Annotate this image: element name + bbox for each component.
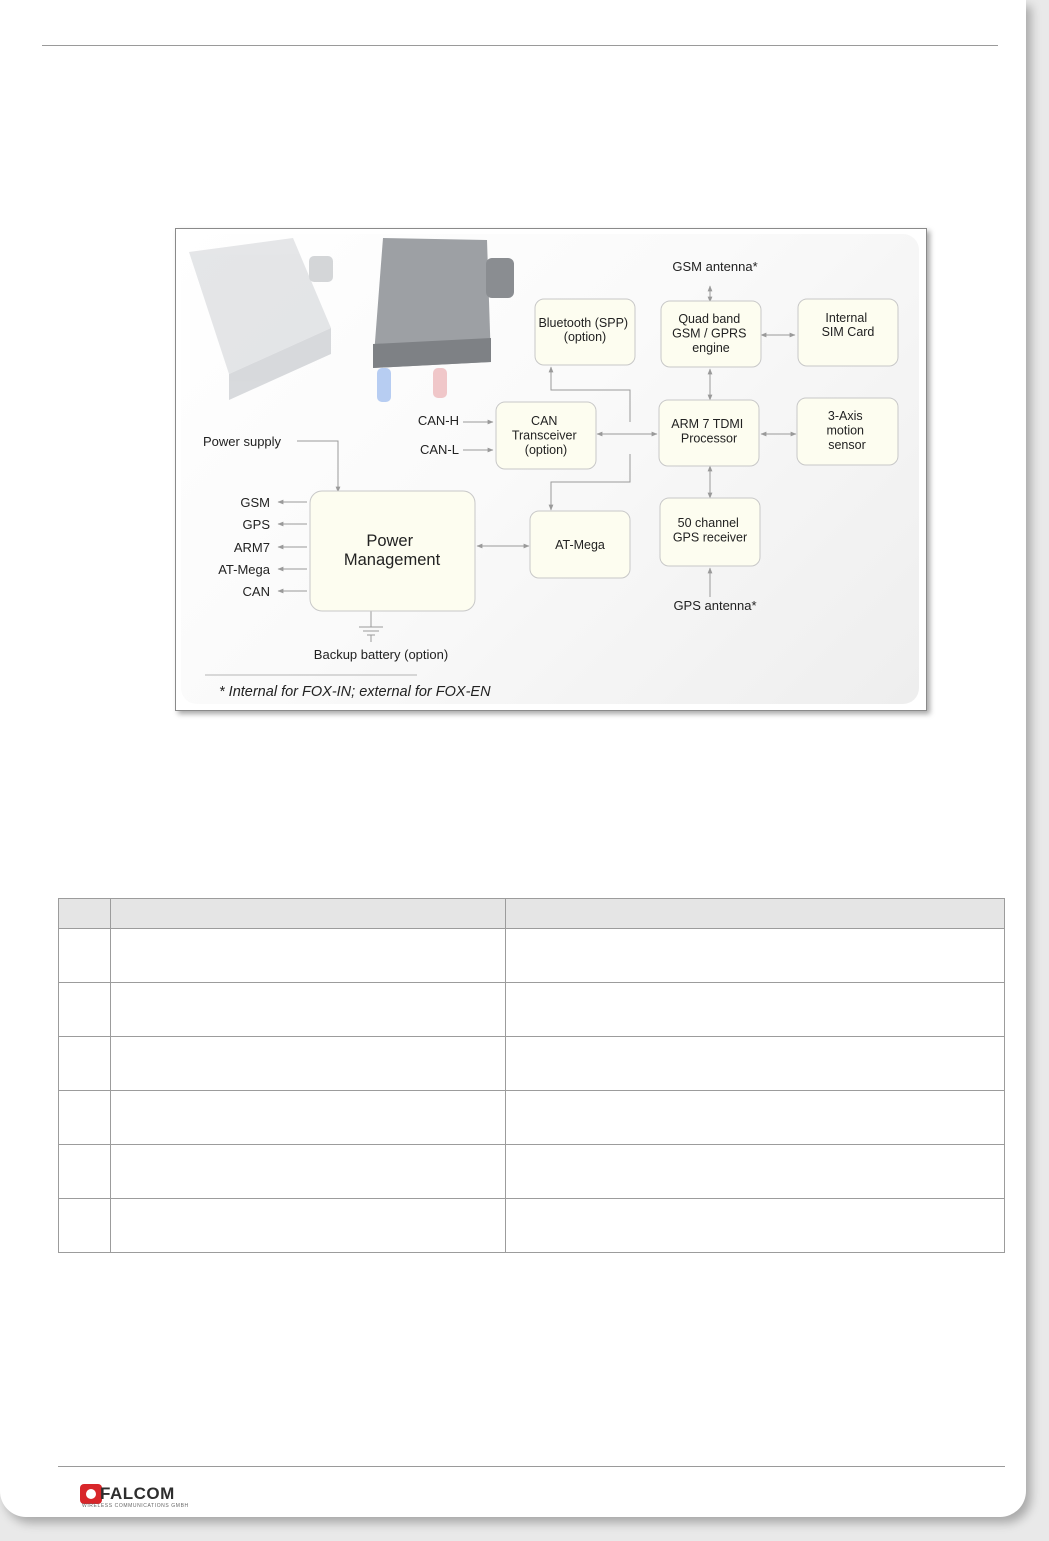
block-gsm-engine-line-2: GSM / GPRS bbox=[672, 326, 747, 341]
svg-text:50 channel GPS rec bbox=[673, 516, 747, 545]
table-cell bbox=[59, 983, 111, 1037]
table-cell bbox=[506, 929, 1005, 983]
block-at-mega bbox=[530, 511, 630, 578]
table-cell bbox=[111, 1199, 506, 1253]
block-can-transceiver-line-3: (option) bbox=[524, 443, 568, 457]
block-can-transceiver-line-2: Transceiver bbox=[511, 428, 577, 443]
footer-rule bbox=[58, 1466, 1005, 1467]
block-gps-receiver-line-1: 50 channel bbox=[677, 516, 739, 530]
block-gps-receiver bbox=[660, 498, 760, 566]
falcom-logo-name: FALCOM bbox=[100, 1484, 175, 1503]
device-photo-left bbox=[189, 238, 333, 400]
table-cell bbox=[59, 1145, 111, 1199]
block-gps-receiver-line-2: GPS receiver bbox=[672, 530, 748, 545]
table-cell bbox=[506, 1037, 1005, 1091]
table-row bbox=[59, 1145, 1005, 1199]
table-cell bbox=[59, 929, 111, 983]
block-gsm-engine-line-3: engine bbox=[692, 341, 730, 355]
block-power-management-line-2: Management bbox=[343, 551, 441, 569]
label-power-supply: Power supply bbox=[203, 434, 282, 449]
power-output-arm7: ARM7 bbox=[233, 540, 270, 555]
device-photo-right bbox=[373, 238, 514, 402]
label-backup-battery: Backup battery (option) bbox=[313, 647, 449, 662]
table-row bbox=[59, 929, 1005, 983]
label-can-l: CAN-L bbox=[419, 442, 459, 457]
label-gsm-antenna: GSM antenna* bbox=[672, 259, 758, 274]
block-at-mega-line-1: AT-Mega bbox=[555, 538, 605, 552]
block-gsm-engine-line-1: Quad band bbox=[678, 312, 741, 326]
svg-text:ARM 7 TDMI Process bbox=[671, 417, 746, 446]
table-row bbox=[59, 983, 1005, 1037]
block-can-transceiver bbox=[496, 402, 596, 469]
table-row bbox=[59, 1199, 1005, 1253]
block-sim-card-line-1: Internal bbox=[825, 311, 868, 325]
table-header-cell bbox=[111, 899, 506, 929]
block-diagram-figure bbox=[175, 228, 927, 711]
falcom-logo-mark-icon bbox=[80, 1484, 102, 1504]
table-cell bbox=[111, 983, 506, 1037]
table-cell bbox=[506, 1145, 1005, 1199]
table-cell bbox=[59, 1091, 111, 1145]
block-sim-card bbox=[798, 299, 898, 366]
block-arm7-line-1: ARM 7 TDMI bbox=[671, 417, 744, 431]
block-arm7 bbox=[659, 400, 759, 466]
table-cell bbox=[59, 1037, 111, 1091]
falcom-logo-subtitle: WIRELESS COMMUNICATIONS GMBH bbox=[82, 1503, 189, 1509]
label-gps-antenna: GPS antenna* bbox=[673, 598, 757, 613]
table-cell bbox=[506, 1199, 1005, 1253]
block-can-transceiver-line-1: CAN bbox=[531, 414, 558, 428]
block-motion-sensor-line-3: sensor bbox=[828, 438, 866, 452]
block-motion-sensor-line-2: motion bbox=[826, 423, 865, 438]
block-sim-card-line-2: SIM Card bbox=[821, 325, 875, 339]
falcom-logo bbox=[62, 1482, 208, 1514]
block-bluetooth-line-2: (option) bbox=[563, 330, 607, 344]
table-cell bbox=[111, 1145, 506, 1199]
table-cell bbox=[111, 929, 506, 983]
table-row bbox=[59, 1091, 1005, 1145]
svg-text:Internal SIM Card bbox=[822, 311, 875, 339]
power-output-at-mega: AT-Mega bbox=[218, 562, 270, 577]
block-arm7-line-2: Processor bbox=[680, 431, 738, 446]
diagram-panel bbox=[181, 234, 919, 704]
block-bluetooth bbox=[535, 299, 635, 365]
table-header-cell bbox=[59, 899, 111, 929]
block-bluetooth-line-1: Bluetooth (SPP) bbox=[538, 316, 629, 330]
table-cell bbox=[111, 1091, 506, 1145]
block-motion-sensor-line-1: 3-Axis bbox=[827, 409, 863, 423]
power-output-gsm: GSM bbox=[240, 495, 270, 510]
block-diagram bbox=[181, 234, 919, 704]
table-header-cell bbox=[506, 899, 1005, 929]
block-gsm-engine bbox=[661, 301, 761, 367]
block-motion-sensor bbox=[797, 398, 898, 465]
table-row bbox=[59, 1037, 1005, 1091]
header-rule bbox=[42, 45, 998, 46]
table-header-row bbox=[59, 899, 1005, 929]
table-cell bbox=[506, 1091, 1005, 1145]
block-power-management bbox=[310, 491, 475, 611]
label-can-h: CAN-H bbox=[417, 413, 459, 428]
data-table bbox=[58, 898, 1005, 1253]
table-cell bbox=[111, 1037, 506, 1091]
svg-text:3-Axis motion bbox=[826, 409, 867, 452]
block-power-management-line-1: Power bbox=[366, 532, 414, 550]
table-cell bbox=[59, 1199, 111, 1253]
table-cell bbox=[506, 983, 1005, 1037]
power-output-can: CAN bbox=[242, 584, 270, 599]
diagram-footnote: * Internal for FOX-IN; external for FOX-EN bbox=[219, 684, 491, 700]
power-output-gps: GPS bbox=[242, 517, 270, 532]
